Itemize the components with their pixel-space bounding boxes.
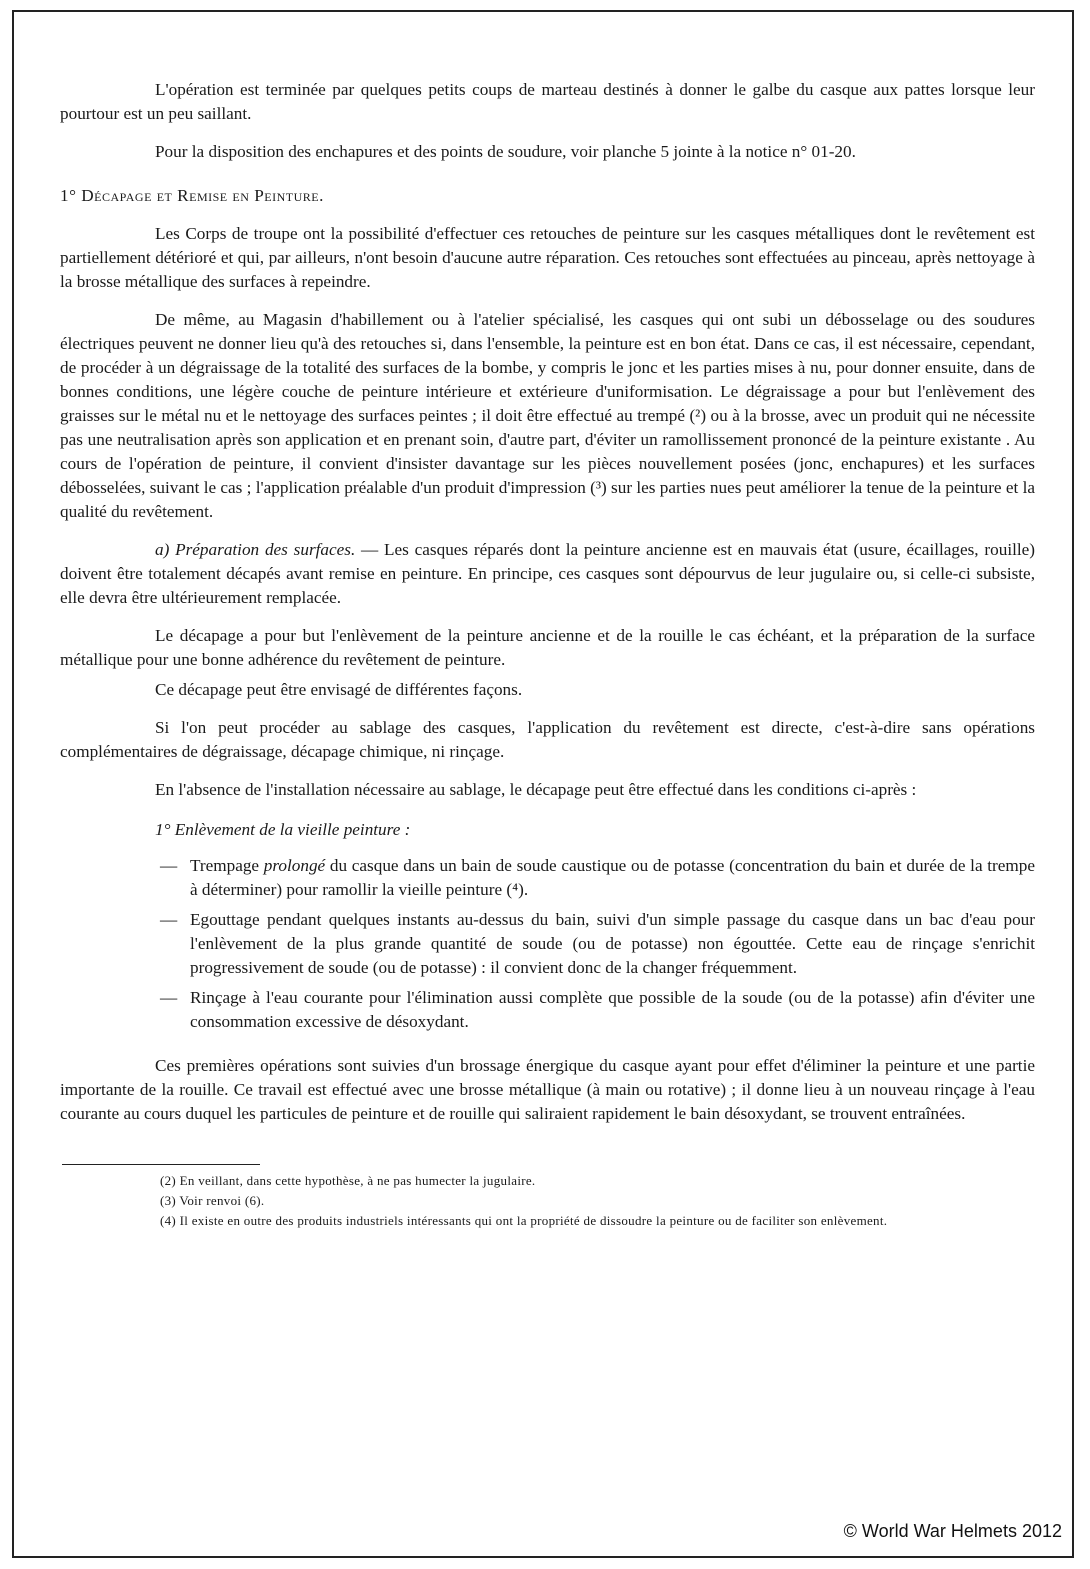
list-item <box>60 986 1035 1034</box>
paragraph-1: L'opération est terminée par quelques petits coups de marteau destinés à donner le galbe du casque aux pattes lorsque leur pourtour est un peu saillant. <box>60 80 1035 123</box>
footnote: (3) Voir renvoi (6). <box>160 1193 265 1208</box>
dash-marker: — <box>160 988 178 1007</box>
dash-marker: — <box>160 856 178 875</box>
paragraph-9: En l'absence de l'installation nécessaire au sablage, le décapage peut être effectué dans les conditions ci-après : <box>155 780 917 799</box>
procedure-list <box>60 854 1035 1034</box>
copyright-watermark: © World War Helmets 2012 <box>843 1521 1062 1541</box>
list-item <box>60 908 1035 980</box>
paragraph-7: Ce décapage peut être envisagé de différentes façons. <box>155 680 523 699</box>
list-heading-text: 1° Enlèvement de la vieille peinture : <box>155 820 411 839</box>
paragraph-10: Ces premières opérations sont suivies d'un brossage énergique du casque ayant pour effet d'éliminer la peinture et une partie importante de la rouille. Ce travail est effectué avec une brosse métallique (à main ou rotative) ; il donne lieu à un nouveau rinçage à l'eau courante au cours duquel les particules de peinture et de rouille qui saliraient rapidement le bain désoxydant, se trouvent entraînées. <box>60 1056 1035 1123</box>
list-item-emphasis: prolongé <box>263 856 326 875</box>
paragraph-2: Pour la disposition des enchapures et des points de soudure, voir planche 5 jointe à la notice n° 01-20. <box>155 142 856 161</box>
paragraph-5 <box>60 538 1035 610</box>
list-item-text-a: Trempage <box>190 856 264 875</box>
subsection-label: a) Préparation des surfaces. <box>155 540 356 559</box>
paragraph-5-text: — Les casques réparés dont la peinture ancienne est en mauvais état (usure, écaillages, rouille) doivent être totalement décapés avant remise en peinture. En principe, ces casques sont dépourvus de leur jugulaire ou, si celle-ci subsiste, elle devra être ultérieurement remplacée. <box>60 540 1035 607</box>
footnote-divider <box>62 1164 260 1165</box>
list-item-text: Egouttage pendant quelques instants au-dessus du bain, suivi d'un simple passage du casque dans un bac d'eau pour l'enlèvement de la plus grande quantité de soude (ou de potasse) non égouttée. Cette eau de rinçage s'enrichit progressivement de soude (ou de potasse) : il convient donc de la changer fréquemment. <box>190 910 1035 977</box>
list-heading <box>155 818 1035 842</box>
footnote: (2) En veillant, dans cette hypothèse, à ne pas humecter la jugulaire. <box>160 1173 536 1188</box>
dash-marker: — <box>160 910 178 929</box>
list-item-text <box>190 854 1035 902</box>
paragraph-6: Le décapage a pour but l'enlèvement de la peinture ancienne et de la rouille le cas échéant, et la préparation de la surface métallique pour une bonne adhérence du revêtement de peinture. <box>60 626 1035 669</box>
list-item-text-b: du casque dans un bain de soude caustique ou de potasse (concentration du bain et durée de la trempe à déterminer) pour ramollir la vieille peinture (⁴). <box>190 856 1035 899</box>
section-heading: 1° Décapage et Remise en Peinture. <box>60 186 324 205</box>
footnotes <box>60 1171 1035 1231</box>
document-body <box>60 78 1035 1231</box>
list-item <box>60 854 1035 902</box>
footnote: (4) Il existe en outre des produits industriels intéressants qui ont la propriété de dissoudre la peinture ou de faciliter son enlèvement. <box>160 1213 888 1228</box>
list-item-text: Rinçage à l'eau courante pour l'élimination aussi complète que possible de la soude (ou de la potasse) afin d'éviter une consommation excessive de désoxydant. <box>190 988 1035 1031</box>
paragraph-4: De même, au Magasin d'habillement ou à l'atelier spécialisé, les casques qui ont subi un débosselage ou des soudures électriques peuvent ne donner lieu qu'à des retouches si, dans l'ensemble, la peinture est en bon état. Dans ce cas, il est nécessaire, cependant, de procéder à un dégraissage de la totalité des surfaces de la bombe, y compris le jonc et les parties mises à nu, pour donner ensuite, dans de bonnes conditions, une légère couche de peinture intérieure et extérieure d'uniformisation. Le dégraissage a pour but l'enlèvement des graisses sur le métal nu et le nettoyage des surfaces peintes ; il doit être effectué au trempé (²) ou à la brosse, avec un produit qui ne nécessite pas une neutralisation après son application et en prenant soin, d'autre part, d'éviter un ramollissement prononcé de la peinture existante . Au cours de l'opération de peinture, il convient d'insister davantage sur les pièces nouvellement posées (jonc, enchapures) et les surfaces débosselées, suivant le cas ; l'application préalable d'un produit d'impression (³) sur les parties nues peut améliorer la tenue de la peinture et la qualité du revêtement. <box>60 310 1035 521</box>
paragraph-8: Si l'on peut procéder au sablage des casques, l'application du revêtement est directe, c'est-à-dire sans opérations complémentaires de dégraissage, décapage chimique, ni rinçage. <box>60 718 1035 761</box>
paragraph-3: Les Corps de troupe ont la possibilité d'effectuer ces retouches de peinture sur les casques métalliques dont le revêtement est partiellement détérioré et qui, par ailleurs, n'ont besoin d'aucune autre réparation. Ces retouches sont effectuées au pinceau, après nettoyage à la brosse métallique des surfaces à repeindre. <box>60 224 1035 291</box>
